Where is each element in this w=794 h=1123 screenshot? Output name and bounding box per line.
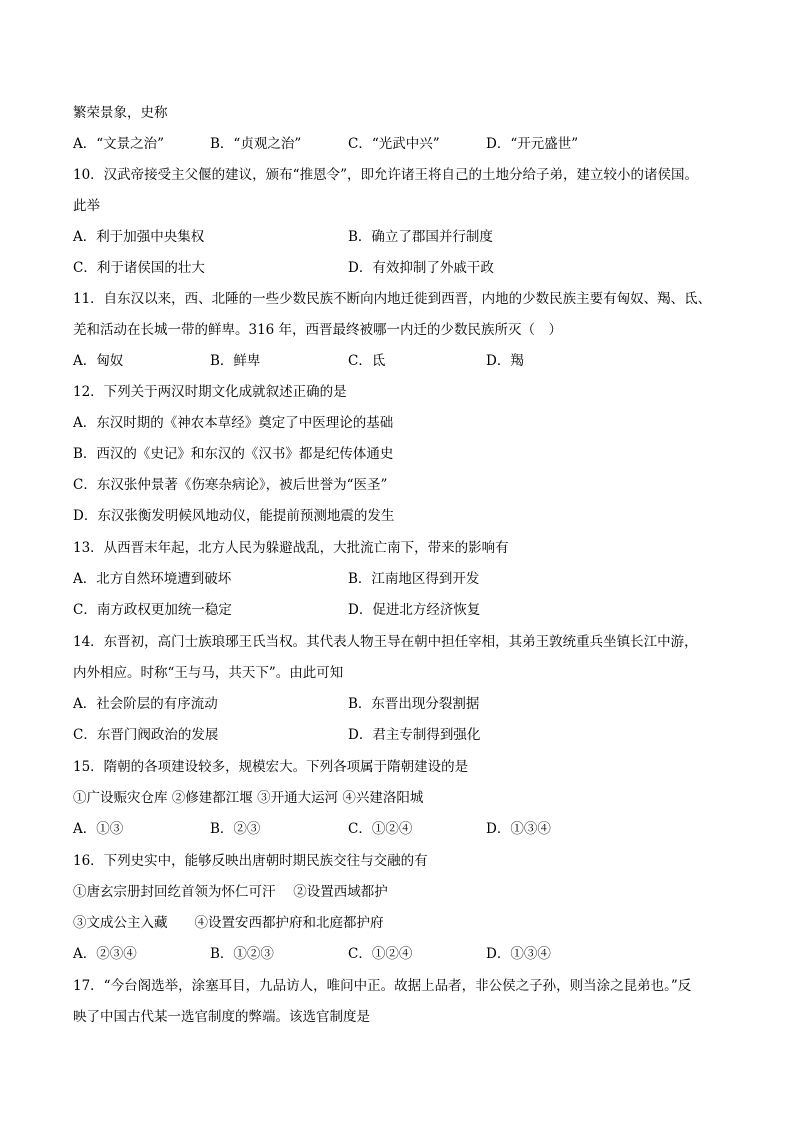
q11-stem: 11．自东汉以来，西、北陲的一些少数民族不断向内地迁徙到西晋，内地的少数民族主要有匈奴、羯、氐、 [73,291,712,307]
q11-option-b: B．鲜卑 [210,353,261,369]
q14-stem-tail: 内外相应。时称“王与马，共天下”。由此可知 [73,665,344,681]
q10-stem-tail: 此举 [73,198,100,214]
q15-option-c: C．①②④ [348,821,413,837]
q16-option-a: A．②③④ [73,946,137,962]
q15-items: ①广设赈灾仓库 ②修建都江堰 ③开通大运河 ④兴建洛阳城 [73,790,424,806]
q9-option-b: B．“贞观之治” [210,136,302,152]
q14-option-d: D．君主专制得到强化 [348,727,481,743]
q12-option-d: D．东汉张衡发明候风地动仪，能提前预测地震的发生 [73,508,395,524]
q11-option-d: D．羯 [486,353,524,369]
q10-stem: 10．汉武帝接受主父偃的建议，颁布“推恩令”，即允许诸王将自己的土地分给子弟，建立较小的诸侯国。 [73,167,698,183]
q14-stem: 14．东晋初，高门士族琅琊王氏当权。其代表人物王导在朝中担任宰相，其弟王敦统重兵坐镇长江中游， [73,634,698,650]
q11-option-a: A．匈奴 [73,353,124,369]
q14-option-c: C．东晋门阀政治的发展 [73,727,219,743]
q15-option-d: D．①③④ [486,821,551,837]
q9-stem-tail: 繁荣景象，史称 [73,105,168,121]
q13-option-c: C．南方政权更加统一稳定 [73,602,232,618]
q16-option-b: B．①②③ [210,946,274,962]
q12-option-a: A．东汉时期的《神农本草经》奠定了中医理论的基础 [73,415,394,431]
q10-option-a: A．利于加强中央集权 [73,229,205,245]
q15-option-b: B．②③ [210,821,261,837]
q16-option-d: D．①③④ [486,946,551,962]
q16-items-row1: ①唐玄宗册封回纥首领为怀仁可汗 ②设置西域都护 [73,884,388,900]
q12-option-c: C．东汉张仲景著《伤寒杂病论》，被后世誉为“医圣” [73,477,388,493]
q17-stem: 17．“今台阁选举，涂塞耳目，九品访人，唯问中正。故据上品者，非公侯之子孙，则当涂之昆弟也。”反 [73,978,692,994]
q16-option-c: C．①②④ [348,946,413,962]
q14-option-b: B．东晋出现分裂割据 [348,696,480,712]
q17-stem-tail: 映了中国古代某一选官制度的弊端。该选官制度是 [73,1009,370,1025]
q16-stem: 16．下列史实中，能够反映出唐朝时期民族交往与交融的有 [73,853,428,869]
q14-option-a: A．社会阶层的有序流动 [73,696,218,712]
q15-option-a: A．①③ [73,821,124,837]
q9-option-a: A．“文景之治” [73,136,165,152]
q16-items-row2: ③文成公主入藏 ④设置安西都护府和北庭都护府 [73,915,384,931]
q10-option-d: D．有效抑制了外戚干政 [348,260,494,276]
q9-option-d: D．“开元盛世” [486,136,579,152]
q10-option-c: C．利于诸侯国的壮大 [73,260,205,276]
q13-stem: 13．从西晋末年起，北方人民为躲避战乱，大批流亡南下，带来的影响有 [73,540,509,556]
q13-option-b: B．江南地区得到开发 [348,571,480,587]
q13-option-a: A．北方自然环境遭到破坏 [73,571,232,587]
q12-stem: 12．下列关于两汉时期文化成就叙述正确的是 [73,384,347,400]
q11-stem-tail: 羌和活动在长城一带的鲜卑。316 年，西晋最终被哪一内迁的少数民族所灭（ ） [73,322,563,338]
q9-option-c: C．“光武中兴” [348,136,440,152]
q12-option-b: B．西汉的《史记》和东汉的《汉书》都是纪传体通史 [73,446,394,462]
q15-stem: 15．隋朝的各项建设较多，规模宏大。下列各项属于隋朝建设的是 [73,759,469,775]
q11-option-c: C．氐 [348,353,386,369]
q13-option-d: D．促进北方经济恢复 [348,602,481,618]
q10-option-b: B．确立了郡国并行制度 [348,229,493,245]
